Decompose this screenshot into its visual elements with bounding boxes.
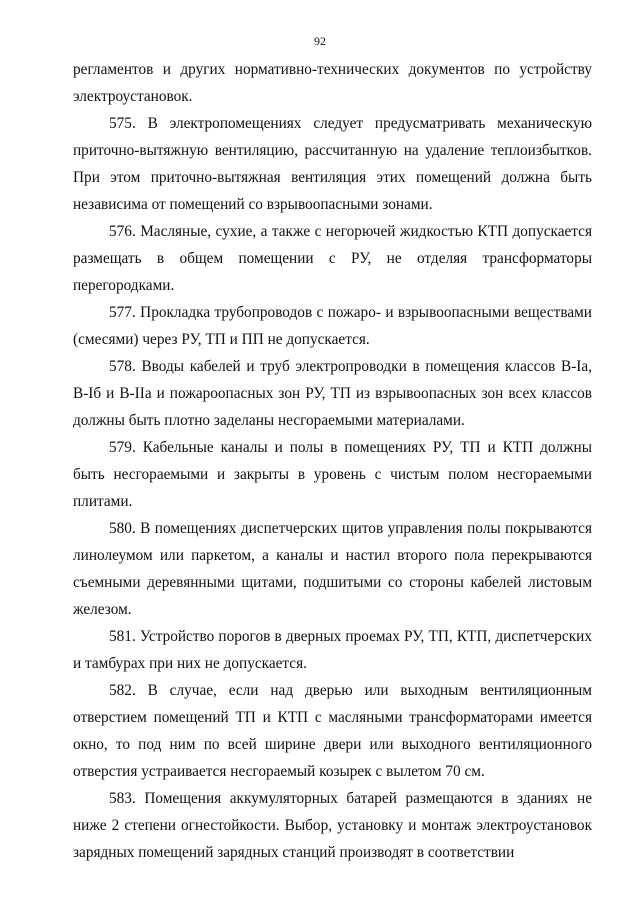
page-number: 92 [314,34,326,48]
paragraph-582: 582. В случае, если над дверью или выходным вентиляционным отверстием помещений ТП и КТП с масляными трансформаторами имеется окно, то под ним по всей ширине двери или выходного вентиляционного отверстия устраивается несгораемый козырек с вылетом 70 см. [73,682,592,780]
paragraph-continuation: регламентов и других нормативно-технических документов по устройству электроустановок. [73,61,592,105]
paragraph-575: 575. В электропомещениях следует предусматривать механическую приточно-вытяжную вентиляцию, рассчитанную на удаление теплоизбытков. При этом приточно-вытяжная вентиляция этих помещений должна быть независима от помещений со взрывоопасными зонами. [73,115,592,213]
paragraph-579: 579. Кабельные каналы и полы в помещениях РУ, ТП и КТП должны быть несгораемыми и закрыты в уровень с чистым полом несгораемыми плитами. [73,439,592,510]
paragraph-583: 583. Помещения аккумуляторных батарей размещаются в зданиях не ниже 2 степени огнестойкости. Выбор, установку и монтаж электроустановок зарядных помещений зарядных станций производят в соответствии [73,790,592,861]
document-body [73,56,592,866]
paragraph-580: 580. В помещениях диспетчерских щитов управления полы покрываются линолеумом или паркетом, а каналы и настил второго пола перекрываются съемными деревянными щитами, подшитыми со стороны кабелей листовым железом. [73,520,592,618]
paragraph-576: 576. Масляные, сухие, а также с негорючей жидкостью КТП допускается размещать в общем помещении с РУ, не отделяя трансформаторы перегородками. [73,223,592,294]
paragraph-581: 581. Устройство порогов в дверных проемах РУ, ТП, КТП, диспетчерских и тамбурах при них не допускается. [73,628,592,672]
paragraph-577: 577. Прокладка трубопроводов с пожаро- и взрывоопасными веществами (смесями) через РУ, ТП и ПП не допускается. [73,304,592,348]
paragraph-578: 578. Вводы кабелей и труб электропроводки в помещения классов В-Iа, В-Iб и В-IIа и пожароопасных зон РУ, ТП из взрывоопасных зон всех классов должны быть плотно заделаны несгораемыми материалами. [73,358,592,429]
